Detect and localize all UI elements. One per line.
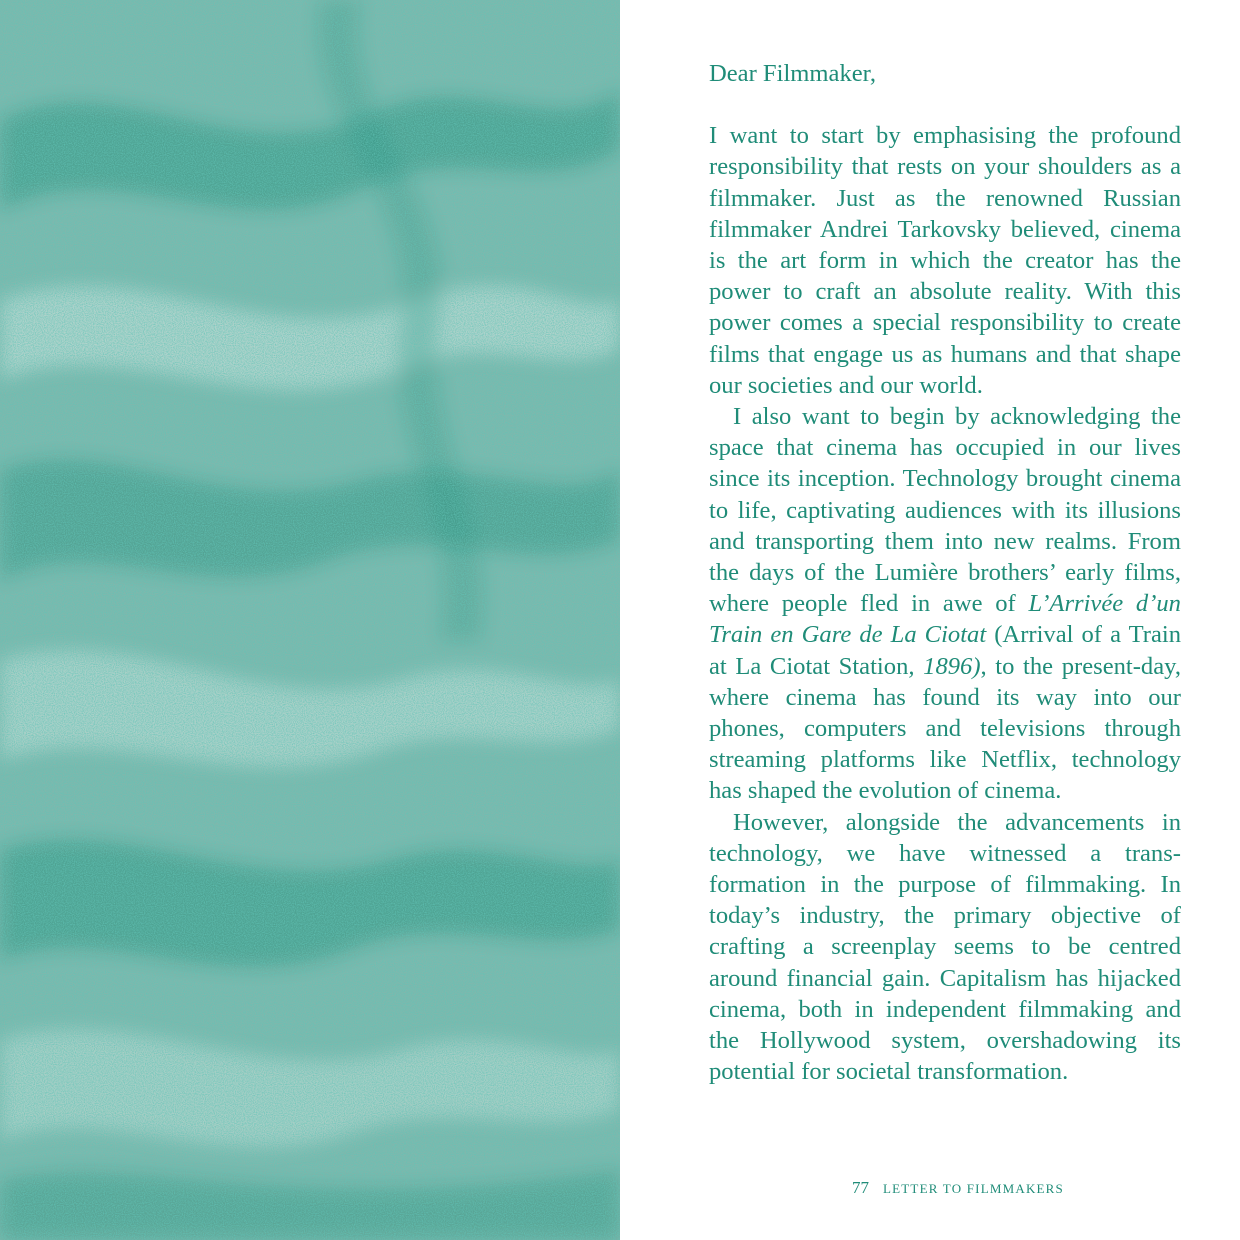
letter-salutation: Dear Filmmaker, [709,60,877,87]
page-footer [852,1178,1064,1198]
film-year-italic: , 1896) [908,652,981,680]
paragraph-technology-text-b: (Arrival of a Train at La Ciotat Station [709,621,1181,680]
paragraph-technology-text-a: I also want to begin by acknowledging the space that cinema has occupied in our lives since its inception. Technology brought cinema to life, captivating audiences with its illusions and transporting them into new realms. From the days of the Lumière brothers’ early films, where people fled in awe of [709,403,1181,618]
letter-body [709,58,1181,1088]
film-title-italic: L’Arrivée d’un Train en Gare de La Ciotat [709,590,1181,649]
text-page [620,0,1240,1240]
paragraph-responsibility: I want to start by emphasising the profound responsibility that rests on your shoulders as a filmmaker. Just as the renowned Russian filmmaker Andrei Tarkovsky believed, cinema is the art form in which the creator has the power to craft an absolute reality. With this power comes a special responsibility to create films that engage us as humans and that shape our societies and our world. [709,122,1181,399]
paragraph-technology-text-c: , to the present-day, where cinema has found its way into our phones, computers and televisions through streaming platforms like Netflix, technology has shaped the evolution of cinema. [709,652,1181,805]
paragraph-capitalism: However, alongside the advancements in technology, we have witnessed a transformation in the purpose of filmmaking. In today’s industry, the primary objective of crafting a screenplay seems to be centred around financial gain. Capitalism has hijacked cinema, both in independent filmmaking and the Hollywood system, overshadowing its potential for societal transformation. [709,808,1181,1086]
running-title: LETTER TO FILMMAKERS [883,1181,1064,1196]
page-number: 77 [852,1178,869,1197]
paragraph-technology [709,401,1181,807]
